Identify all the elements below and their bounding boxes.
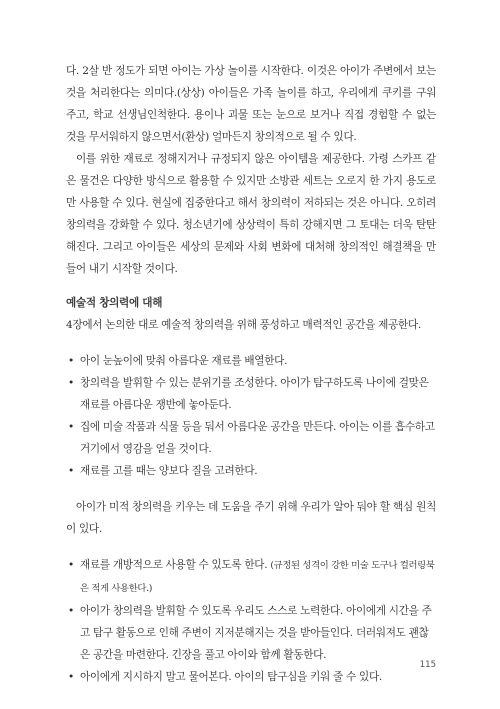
list-item: • 재료를 고를 때는 양보다 질을 고려한다. [66, 460, 436, 482]
paragraph-1: 다. 2살 반 정도가 되면 아이는 가상 놀이를 시작한다. 이것은 아이가 주변에서 보는 것을 처리한다는 의미다.(상상) 아이들은 가족 놀이를 하고, 우리에게 쿠키를 구워 주고, 학교 선생님인척한다. 용이나 괴물 또는 눈으로 보거나 직접 경험할 수 없는 것을 무서워하지 않으면서(환상) 얼마든지 창의적으로 될 수 있다. [66, 65, 436, 143]
section-intro: 4장에서 논의한 대로 예술적 창의력을 위해 풍성하고 매력적인 공간을 제공한다. [66, 319, 421, 331]
list-item: • 창의력을 발휘할 수 있는 분위기를 조성한다. 아이가 탐구하도록 나이에 걸맞은 재료를 아름다운 쟁반에 놓아둔다. [66, 372, 436, 416]
list-item-text: 재료를 개방적으로 사용할 수 있도록 한다. [80, 559, 268, 571]
list-item: • 집에 미술 작품과 식물 등을 둬서 아름다운 공간을 만든다. 아이는 이를 흡수하고 거기에서 영감을 얻을 것이다. [66, 416, 436, 460]
list-item: • 아이가 창의력을 발휘할 수 있도록 우리도 스스로 노력한다. 아이에게 시간을 주고 탐구 활동으로 인해 주변이 지저분해지는 것을 받아들인다. 더러워져도 괜찮은 공간을 마련한다. 긴장을 풀고 아이와 함께 활동한다. [66, 600, 436, 666]
section-heading: 예술적 창의력에 대해 [66, 297, 163, 309]
page-body [66, 60, 436, 688]
list-item [66, 554, 436, 600]
page-number: 115 [419, 660, 436, 670]
list-item: • 아이 눈높이에 맞춰 아름다운 재료를 배열한다. [66, 350, 436, 372]
bullet-list-1 [66, 350, 436, 482]
bullet-list-2 [66, 554, 436, 688]
principles-intro: 아이가 미적 창의력을 키우는 데 도움을 주기 위해 우리가 알아 둬야 할 핵심 원칙이 있다. [66, 501, 436, 535]
paragraph-2: 이를 위한 재료로 정해지거나 규정되지 않은 아이템을 제공한다. 가령 스카프 같은 물건은 다양한 방식으로 활용할 수 있지만 소방관 세트는 오로지 한 가지 용도로만 사용할 수 있다. 현실에 집중한다고 해서 창의력이 저하되는 것은 아니다. 오히려 창의력을 강화할 수 있다. 청소년기에 상상력이 특히 강해지면 그 토대는 더욱 탄탄해진다. 그리고 아이들은 세상의 문제와 사회 변화에 대처해 창의적인 해결책을 만들어 내기 시작할 것이다. [66, 153, 436, 275]
list-item-note: (규정된 성격이 강한 미술 도구나 컬러링북은 적게 사용한다.) [80, 560, 435, 594]
list-item: • 아이에게 지시하지 말고 물어본다. 아이의 탐구심을 키워 줄 수 있다. [66, 666, 436, 688]
